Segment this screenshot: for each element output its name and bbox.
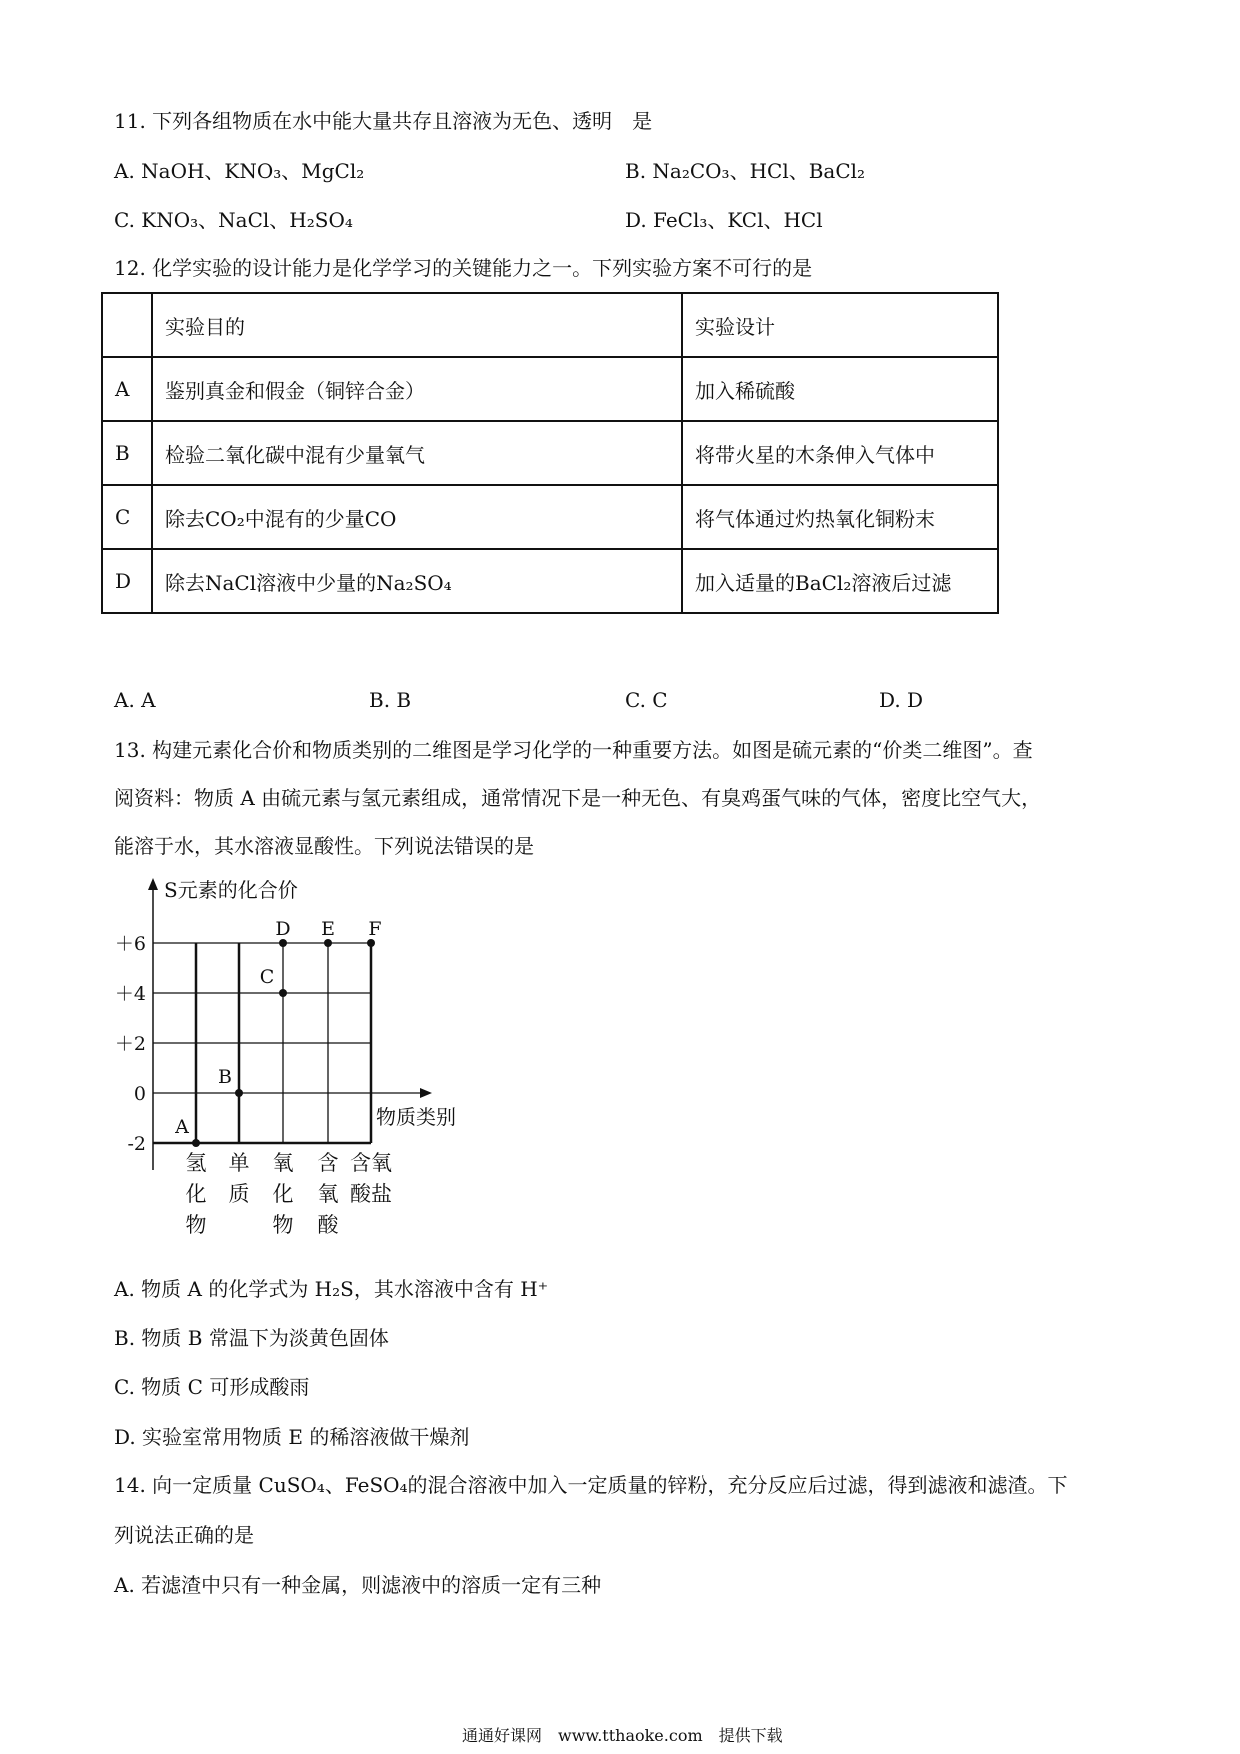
q12-option-b: B. B — [369, 688, 412, 712]
q13-option-d: D. 实验室常用物质 E 的稀溶液做干燥剂 — [114, 1425, 470, 1449]
table-cell: 鉴别真金和假金（铜锌合金） — [152, 357, 682, 421]
table-cell: 检验二氧化碳中混有少量氧气 — [152, 421, 682, 485]
q11-option-d: D. FeCl₃、KCl、HCl — [625, 208, 823, 232]
y-tick-label: -2 — [127, 1133, 146, 1155]
q13-option-c: C. 物质 C 可形成酸雨 — [114, 1375, 310, 1399]
x-category-label: 氧 — [272, 1151, 294, 1175]
q14-stem-line2: 列说法正确的是 — [114, 1523, 254, 1547]
x-category-label: 单 — [228, 1151, 250, 1175]
data-point-label: C — [259, 966, 275, 988]
table-header: 实验目的 — [152, 293, 682, 357]
data-point — [279, 939, 287, 947]
q13-option-a: A. 物质 A 的化学式为 H₂S，其水溶液中含有 H⁺ — [114, 1277, 549, 1301]
q13-option-b: B. 物质 B 常温下为淡黄色固体 — [114, 1326, 389, 1350]
data-point-label: B — [218, 1066, 232, 1088]
q12-option-d: D. D — [879, 688, 924, 712]
q13-stem-line2: 阅资料：物质 A 由硫元素与氢元素组成，通常情况下是一种无色、有臭鸡蛋气味的气体，密度比空气大， — [114, 786, 1042, 810]
x-category-label: 质 — [228, 1182, 250, 1206]
data-point — [279, 989, 287, 997]
q12-stem: 12. 化学实验的设计能力是化学学习的关键能力之一。下列实验方案不可行的是 — [114, 256, 813, 280]
data-point — [367, 939, 375, 947]
q11-option-c: C. KNO₃、NaCl、H₂SO₄ — [114, 208, 353, 232]
q11-stem: 11. 下列各组物质在水中能大量共存且溶液为无色、透明 是 — [114, 109, 653, 133]
table-cell: B — [102, 421, 152, 485]
data-point-label: E — [321, 918, 335, 940]
x-category-label: 酸 — [317, 1213, 339, 1237]
y-tick-label: ＋2 — [114, 1033, 146, 1055]
table-cell: C — [102, 485, 152, 549]
data-point — [324, 939, 332, 947]
table-cell: 加入适量的BaCl₂溶液后过滤 — [682, 549, 998, 613]
x-category-label: 酸盐 — [350, 1182, 392, 1206]
table-cell: 将气体通过灼热氧化铜粉末 — [682, 485, 998, 549]
y-axis-label: S元素的化合价 — [164, 878, 298, 902]
table-cell: 除去NaCl溶液中少量的Na₂SO₄ — [152, 549, 682, 613]
x-axis-arrow-icon — [420, 1088, 432, 1098]
data-point — [192, 1139, 200, 1147]
data-point-label: D — [275, 918, 291, 940]
table-cell: D — [102, 549, 152, 613]
x-category-label: 物 — [272, 1213, 294, 1237]
x-category-label: 化 — [185, 1182, 207, 1206]
table-cell: 除去CO₂中混有的少量CO — [152, 485, 682, 549]
table-cell: 将带火星的木条伸入气体中 — [682, 421, 998, 485]
x-category-label: 物 — [185, 1213, 207, 1237]
x-axis-label: 物质类别 — [376, 1105, 456, 1129]
q14-option-a: A. 若滤渣中只有一种金属，则滤液中的溶质一定有三种 — [114, 1573, 602, 1597]
x-category-label: 含 — [317, 1151, 339, 1175]
q13-stem-line1: 13. 构建元素化合价和物质类别的二维图是学习化学的一种重要方法。如图是硫元素的“价类二维图”。查 — [114, 738, 1033, 762]
x-category-label: 氧 — [317, 1182, 339, 1206]
q12-option-c: C. C — [625, 688, 668, 712]
table-header: 实验设计 — [682, 293, 998, 357]
y-tick-label: 0 — [133, 1083, 146, 1105]
q12-option-a: A. A — [114, 688, 156, 712]
table-cell: 加入稀硫酸 — [682, 357, 998, 421]
x-category-label: 含氧 — [350, 1151, 392, 1175]
y-tick-label: ＋4 — [114, 983, 146, 1005]
q11-option-b: B. Na₂CO₃、HCl、BaCl₂ — [625, 159, 866, 183]
table-cell: A — [102, 357, 152, 421]
footer-text: 通通好课网 www.tthaoke.com 提供下载 — [462, 1726, 783, 1745]
y-tick-label: ＋6 — [114, 933, 146, 955]
q11-option-a: A. NaOH、KNO₃、MgCl₂ — [114, 159, 365, 183]
data-point-label: F — [368, 918, 382, 940]
x-category-label: 化 — [272, 1182, 294, 1206]
y-axis-arrow-icon — [148, 878, 158, 890]
x-category-label: 氢 — [185, 1151, 207, 1175]
data-point-label: A — [175, 1116, 189, 1138]
q14-stem-line1: 14. 向一定质量 CuSO₄、FeSO₄的混合溶液中加入一定质量的锌粉，充分反应后过滤，得到滤液和滤渣。下 — [114, 1473, 1068, 1497]
q13-stem-line3: 能溶于水，其水溶液显酸性。下列说法错误的是 — [114, 834, 534, 858]
data-point — [235, 1089, 243, 1097]
